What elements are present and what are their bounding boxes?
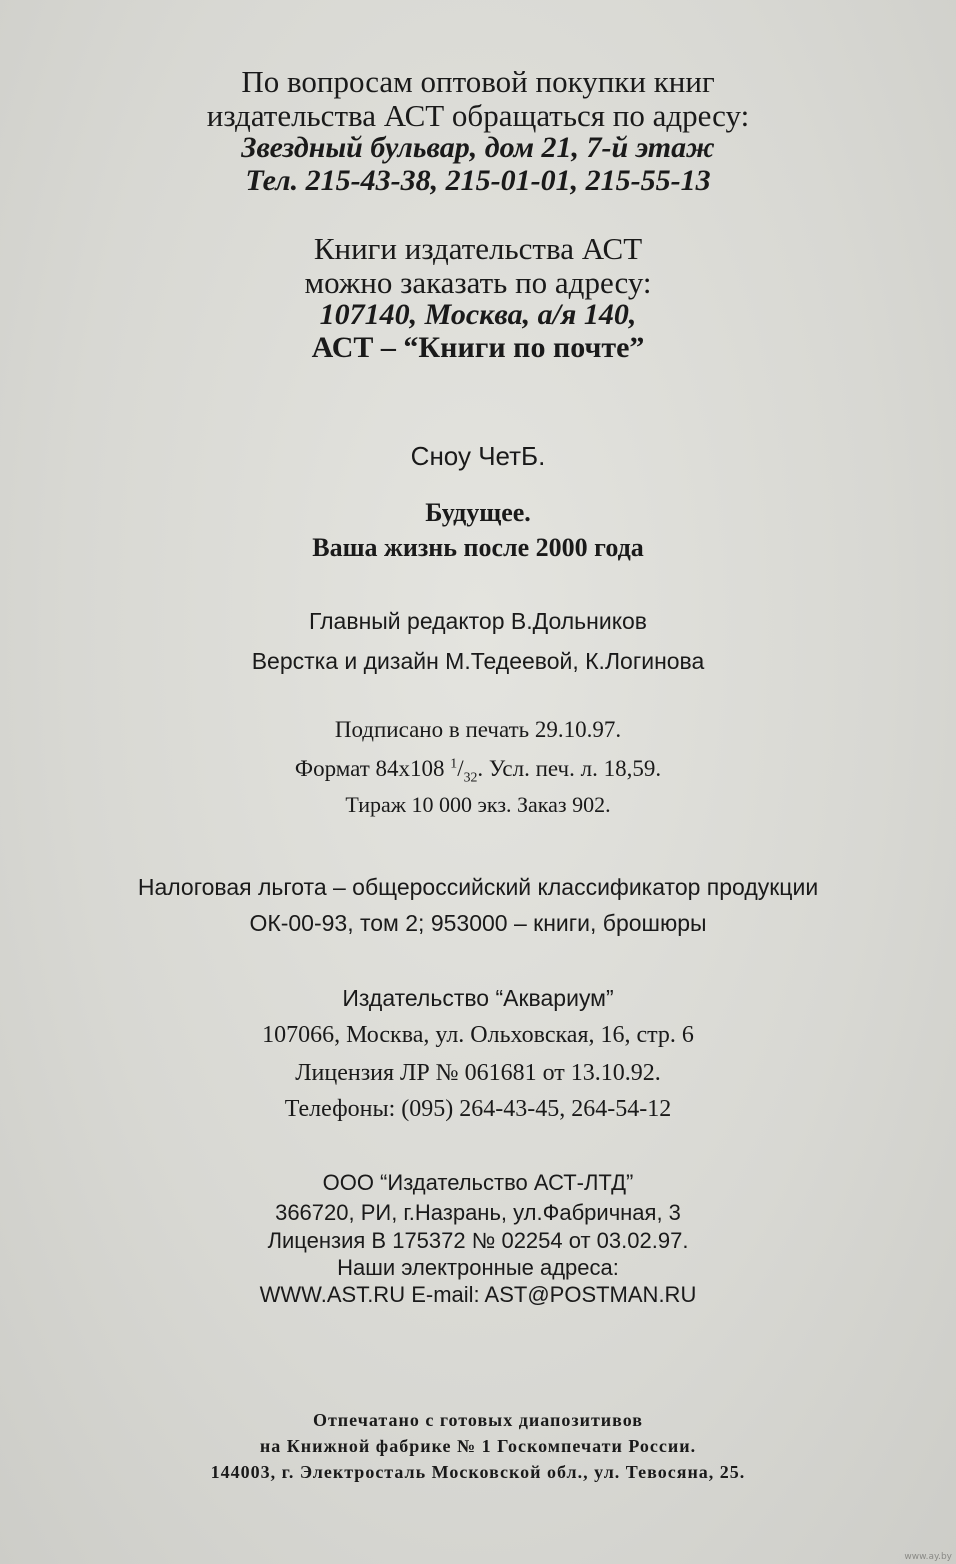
printer-line-2: на Книжной фабрике № 1 Госкомпечати России.: [259, 1436, 697, 1456]
mail-order-service: АСТ – “Книги по почте”: [311, 331, 645, 364]
ast-ltd-web-email: WWW.AST.RU E-mail: AST@POSTMAN.RU: [259, 1282, 697, 1307]
format-suffix: . Усл. печ. л. 18,59.: [477, 756, 662, 781]
ast-ltd-address: 366720, РИ, г.Назрань, ул.Фабричная, 3: [275, 1200, 681, 1225]
ast-ltd-email-heading: Наши электронные адреса:: [337, 1255, 619, 1280]
mail-order-address: 107140, Москва, а/я 140,: [319, 298, 637, 331]
order-phones: Тел. 215-43-38, 215-01-01, 215-55-13: [245, 164, 711, 197]
ast-ltd-name: ООО “Издательство АСТ-ЛТД”: [322, 1170, 634, 1195]
format-numerator: 1: [450, 755, 458, 771]
ast-ltd-license: Лицензия В 175372 № 02254 от 03.02.97.: [267, 1228, 689, 1253]
layout-design-credits: Верстка и дизайн М.Тедеевой, К.Логинова: [251, 648, 705, 674]
publisher-phones: Телефоны: (095) 264-43-45, 264-54-12: [284, 1096, 672, 1122]
printer-line-3: 144003, г. Электросталь Московской обл., ул. Тевосяна, 25.: [210, 1462, 746, 1482]
book-title-line-1: Будущее.: [425, 498, 531, 527]
watermark: www.ay.by: [904, 1552, 952, 1562]
format-denominator: 32: [463, 769, 478, 785]
mail-order-line-1: Книги издательства АСТ: [313, 231, 643, 266]
order-info-line-1: По вопросам оптовой покупки книг: [241, 64, 715, 99]
book-author: Сноу ЧетБ.: [410, 441, 546, 471]
print-run: Тираж 10 000 экз. Заказ 902.: [345, 792, 611, 817]
order-info-line-2: издательства АСТ обращаться по адресу:: [206, 98, 750, 133]
printer-line-1: Отпечатано с готовых диапозитивов: [312, 1410, 644, 1430]
publisher-address: 107066, Москва, ул. Ольховская, 16, стр. 6: [262, 1022, 694, 1048]
chief-editor: Главный редактор В.Дольников: [308, 608, 648, 634]
book-title-line-2: Ваша жизнь после 2000 года: [312, 533, 644, 562]
order-address: Звездный бульвар, дом 21, 7-й этаж: [241, 131, 715, 164]
format-prefix: Формат 84х108: [294, 756, 451, 781]
mail-order-line-2: можно заказать по адресу:: [304, 265, 652, 300]
signed-for-print: Подписано в печать 29.10.97.: [334, 717, 622, 742]
format-line: Формат 84х108 $^1/_{32}$. Усл. печ. л. 18,59.: [294, 755, 662, 785]
tax-benefit-line-1: Налоговая льгота – общероссийский классификатор продукции: [137, 874, 819, 900]
publisher-license: Лицензия ЛР № 061681 от 13.10.92.: [295, 1060, 661, 1086]
tax-benefit-line-2: ОК-00-93, том 2; 953000 – книги, брошюры: [249, 910, 707, 936]
publisher-name: Издательство “Аквариум”: [342, 985, 614, 1011]
